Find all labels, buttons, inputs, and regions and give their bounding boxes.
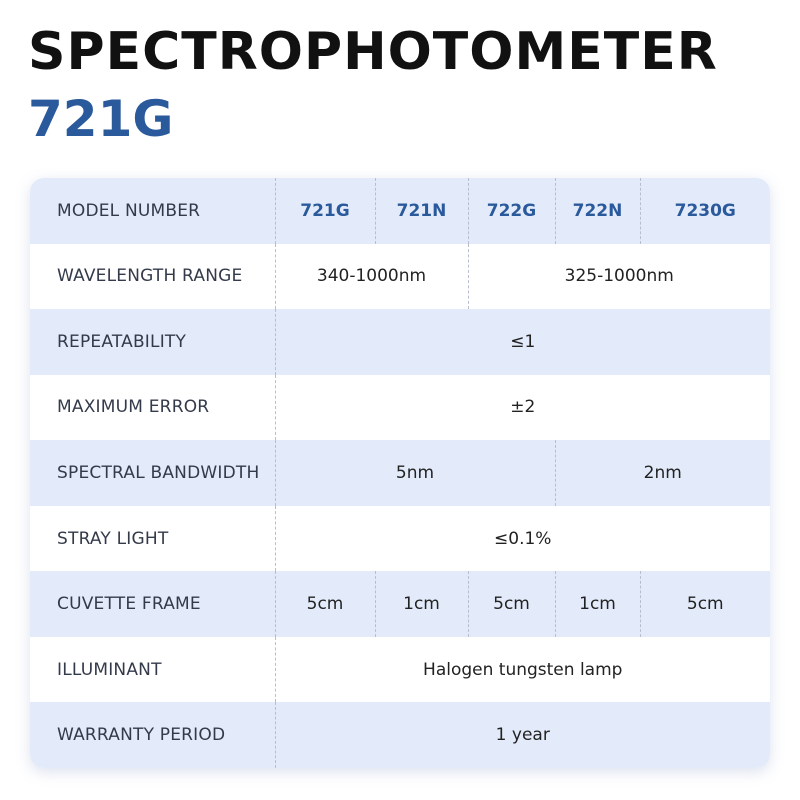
row-label: ILLUMINANT xyxy=(30,637,275,703)
model-header-cell: 722N xyxy=(555,178,640,244)
row-label: CUVETTE FRAME xyxy=(30,571,275,637)
table-cell: 1cm xyxy=(375,571,468,637)
table-cell: 5cm xyxy=(275,571,375,637)
page-title: SPECTROPHOTOMETER xyxy=(28,22,718,82)
table-row-stray-light xyxy=(30,506,770,572)
table-row-warranty xyxy=(30,702,770,768)
table-cell: 5cm xyxy=(640,571,770,637)
row-label: MAXIMUM ERROR xyxy=(30,375,275,441)
table-cell: 1cm xyxy=(555,571,640,637)
spec-table xyxy=(30,178,770,768)
table-row-illuminant xyxy=(30,637,770,703)
table-cell: 325-1000nm xyxy=(468,244,770,310)
table-cell: 1 year xyxy=(275,702,770,768)
row-label: SPECTRAL BANDWIDTH xyxy=(30,440,275,506)
table-cell: ≤0.1% xyxy=(275,506,770,572)
table-cell: 340-1000nm xyxy=(275,244,468,310)
model-header-cell: 721N xyxy=(375,178,468,244)
table-row-max-error xyxy=(30,375,770,441)
table-cell: ≤1 xyxy=(275,309,770,375)
model-subtitle: 721G xyxy=(28,90,174,148)
row-label: MODEL NUMBER xyxy=(30,178,275,244)
table-row-repeatability xyxy=(30,309,770,375)
table-cell: Halogen tungsten lamp xyxy=(275,637,770,703)
row-label: WAVELENGTH RANGE xyxy=(30,244,275,310)
table-cell: 5cm xyxy=(468,571,555,637)
row-label: WARRANTY PERIOD xyxy=(30,702,275,768)
table-cell: 5nm xyxy=(275,440,555,506)
row-label: REPEATABILITY xyxy=(30,309,275,375)
row-label: STRAY LIGHT xyxy=(30,506,275,572)
table-row-cuvette xyxy=(30,571,770,637)
model-header-cell: 721G xyxy=(275,178,375,244)
table-row-model-number xyxy=(30,178,770,244)
table-row-wavelength xyxy=(30,244,770,310)
model-header-cell: 722G xyxy=(468,178,555,244)
table-row-bandwidth xyxy=(30,440,770,506)
table-cell: ±2 xyxy=(275,375,770,441)
table-cell: 2nm xyxy=(555,440,770,506)
spec-table-card xyxy=(30,178,770,768)
model-header-cell: 7230G xyxy=(640,178,770,244)
